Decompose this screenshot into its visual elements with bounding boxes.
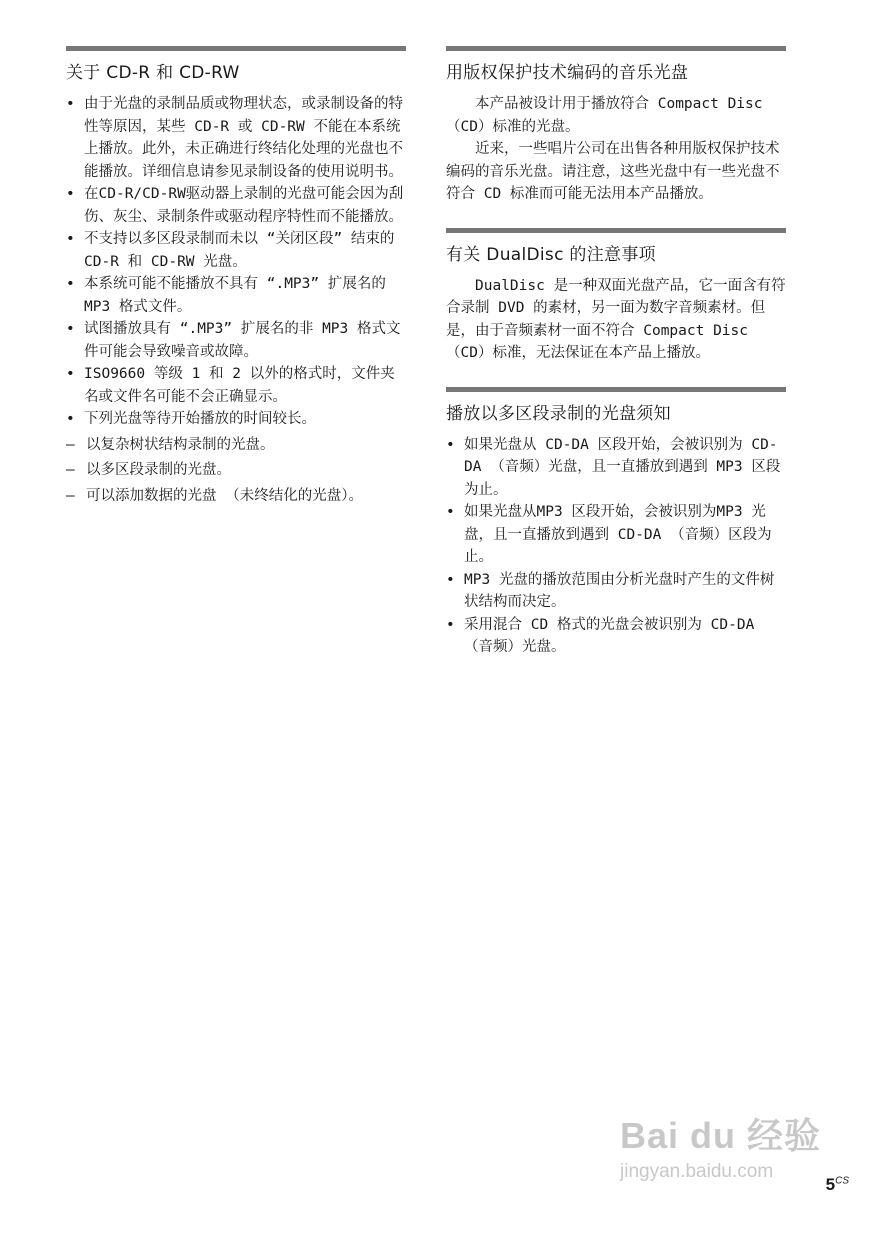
section-rule <box>66 46 406 51</box>
list-item <box>446 614 786 659</box>
section-dualdisc <box>446 228 786 365</box>
list-item-text: 在CD-R/CD-RW驱动器上录制的光盘可能会因为刮伤、灰尘、录制条件或驱动程序特性而不能播放。 <box>84 186 404 225</box>
watermark-logo: Bai du 经验 <box>620 1115 822 1156</box>
paragraph: 本产品被设计用于播放符合 Compact Disc （CD）标准的光盘。 <box>446 96 763 135</box>
section-rule <box>446 228 786 233</box>
section-rule <box>446 387 786 392</box>
bullet-icon: • <box>446 571 455 588</box>
bullet-icon: • <box>66 366 75 382</box>
left-column <box>66 46 406 529</box>
bullet-icon: • <box>66 186 75 202</box>
list-item <box>66 93 406 183</box>
sub-list-item-text: 以复杂树状结构录制的光盘。 <box>86 436 275 453</box>
section-title: 用版权保护技术编码的音乐光盘 <box>446 63 689 83</box>
page-number-value: 5 <box>825 1175 836 1194</box>
paragraph: 近来，一些唱片公司在出售各种用版权保护技术编码的音乐光盘。请注意，这些光盘中有一些光盘不符合 CD 标准而可能无法用本产品播放。 <box>446 141 780 202</box>
list-item-text: ISO9660 等级 1 和 2 以外的格式时，文件夹名或文件名可能不会正确显示。 <box>84 366 395 405</box>
bullet-icon: • <box>66 411 75 427</box>
dash-list <box>66 434 406 508</box>
list-item-text: 如果光盘从MP3 区段开始，会被识别为MP3 光盘，且一直播放到遇到 CD-DA （音频）区段为止。 <box>464 504 772 565</box>
list-item <box>66 273 406 318</box>
bullet-icon: • <box>66 96 75 112</box>
dash-icon: – <box>66 462 75 478</box>
bullet-list <box>446 434 786 659</box>
section-copyright-discs <box>446 46 786 206</box>
right-column <box>446 46 786 681</box>
section-multisession <box>446 387 786 659</box>
bullet-icon: • <box>66 231 75 247</box>
section-title: 关于 CD-R 和 CD-RW <box>66 63 240 83</box>
dash-icon: – <box>66 487 75 504</box>
bullet-list <box>66 93 406 431</box>
bullet-icon: • <box>66 321 75 337</box>
sub-list-item-text: 可以添加数据的光盘 （未终结化的光盘）。 <box>86 487 363 504</box>
sub-list-item <box>66 434 406 457</box>
list-item-text: 由于光盘的录制品质或物理状态，或录制设备的特性等原因，某些 CD-R 或 CD-RW 不能在本系统上播放。此外，未正确进行终结化处理的光盘也不能播放。详细信息请参见录制设备的使用说明书。 <box>84 96 403 180</box>
list-item-text: 采用混合 CD 格式的光盘会被识别为 CD-DA （音频）光盘。 <box>464 616 755 655</box>
list-item-text: 下列光盘等待开始播放的时间较长。 <box>84 411 316 427</box>
list-item <box>66 408 406 431</box>
section-cd-r-cd-rw <box>66 46 406 507</box>
list-item <box>66 183 406 228</box>
section-title: 播放以多区段录制的光盘须知 <box>446 403 671 424</box>
bullet-icon: • <box>446 504 455 520</box>
sub-list-item-text: 以多区段录制的光盘。 <box>86 462 231 478</box>
list-item <box>446 569 786 614</box>
list-item <box>66 318 406 363</box>
paragraph: DualDisc 是一种双面光盘产品，它一面含有符合录制 DVD 的素材，另一面为数字音频素材。但是，由于音频素材一面不符合 Compact Disc （CD）标准，无法保证在本产品上播放。 <box>446 277 786 361</box>
page-number <box>826 1175 849 1195</box>
page-number-suffix: CS <box>835 1175 849 1187</box>
bullet-icon: • <box>446 616 455 633</box>
list-item <box>66 228 406 273</box>
list-item-text: 如果光盘从 CD-DA 区段开始，会被识别为 CD-DA （音频）光盘，且一直播放到遇到 MP3 区段为止。 <box>464 436 781 498</box>
list-item <box>446 434 786 502</box>
list-item <box>446 501 786 569</box>
bullet-icon: • <box>66 276 75 292</box>
sub-list-item <box>66 485 406 508</box>
section-title: 有关 DualDisc 的注意事项 <box>446 244 656 265</box>
list-item-text: 本系统可能不能播放不具有 “.MP3” 扩展名的 MP3 格式文件。 <box>84 276 386 315</box>
list-item-text: 不支持以多区段录制而未以 “关闭区段” 结束的 CD-R 和 CD-RW 光盘。 <box>84 231 395 270</box>
bullet-icon: • <box>446 436 455 453</box>
sub-list-item <box>66 459 406 482</box>
watermark <box>620 1108 835 1198</box>
list-item-text: MP3 光盘的播放范围由分析光盘时产生的文件树状结构而决定。 <box>464 571 775 610</box>
list-item-text: 试图播放具有 “.MP3” 扩展名的非 MP3 格式文件可能会导致噪音或故障。 <box>84 321 401 360</box>
list-item <box>66 363 406 408</box>
section-rule <box>446 46 786 51</box>
dash-icon: – <box>66 436 75 453</box>
watermark-url: jingyan.baidu.com <box>620 1161 774 1182</box>
